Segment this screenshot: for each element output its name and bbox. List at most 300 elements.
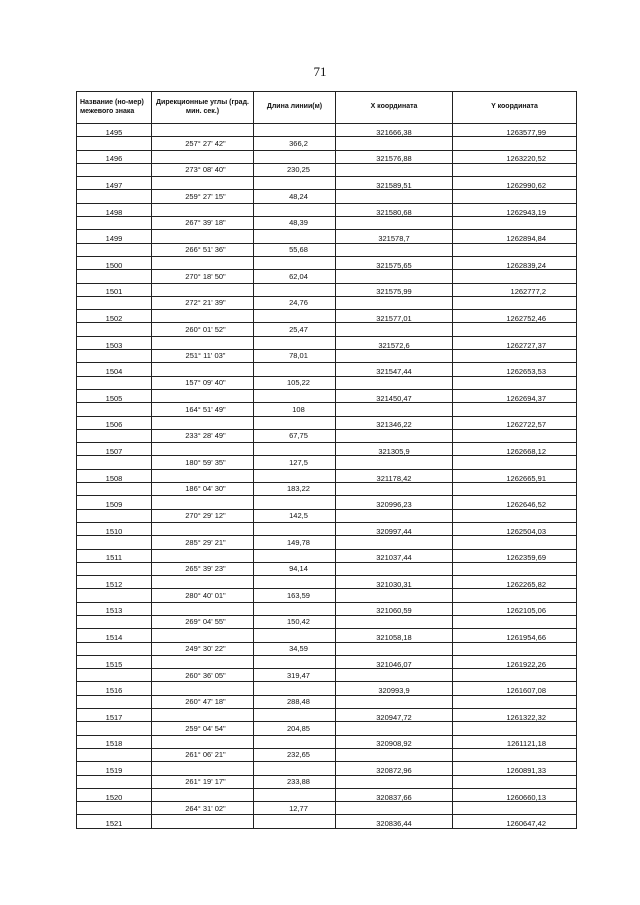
y-coordinate: 1262777,2 xyxy=(453,283,577,296)
direction-angle: 257° 27' 42" xyxy=(152,137,254,150)
empty-cell xyxy=(453,802,577,815)
segment-row xyxy=(77,775,577,788)
empty-cell xyxy=(152,549,254,562)
point-row xyxy=(77,629,577,642)
empty-cell xyxy=(336,323,453,336)
direction-angle: 157° 09' 40" xyxy=(152,376,254,389)
x-coordinate: 321666,38 xyxy=(336,124,453,137)
y-coordinate: 1260660,13 xyxy=(453,788,577,801)
point-row xyxy=(77,124,577,137)
empty-cell xyxy=(336,695,453,708)
point-row xyxy=(77,549,577,562)
segment-row xyxy=(77,429,577,442)
segment-row xyxy=(77,748,577,761)
direction-angle: 260° 01' 52" xyxy=(152,323,254,336)
point-name: 1500 xyxy=(77,256,152,269)
segment-row xyxy=(77,722,577,735)
point-name: 1519 xyxy=(77,762,152,775)
segment-row xyxy=(77,296,577,309)
empty-cell xyxy=(254,150,336,163)
empty-cell xyxy=(336,562,453,575)
header-y: Y координата xyxy=(453,92,577,124)
point-name: 1517 xyxy=(77,709,152,722)
empty-cell xyxy=(77,775,152,788)
empty-cell xyxy=(254,416,336,429)
point-row xyxy=(77,443,577,456)
direction-angle: 267° 39' 18" xyxy=(152,217,254,230)
empty-cell xyxy=(254,576,336,589)
point-name: 1502 xyxy=(77,310,152,323)
x-coordinate: 320947,72 xyxy=(336,709,453,722)
x-coordinate: 321346,22 xyxy=(336,416,453,429)
empty-cell xyxy=(453,323,577,336)
point-row xyxy=(77,283,577,296)
empty-cell xyxy=(453,615,577,628)
empty-cell xyxy=(453,695,577,708)
direction-angle: 266° 51' 36" xyxy=(152,243,254,256)
empty-cell xyxy=(254,389,336,402)
segment-row xyxy=(77,217,577,230)
line-length: 48,24 xyxy=(254,190,336,203)
y-coordinate: 1262943,19 xyxy=(453,203,577,216)
point-name: 1506 xyxy=(77,416,152,429)
y-coordinate: 1263577,99 xyxy=(453,124,577,137)
empty-cell xyxy=(453,589,577,602)
x-coordinate: 321178,42 xyxy=(336,469,453,482)
empty-cell xyxy=(77,748,152,761)
empty-cell xyxy=(336,483,453,496)
y-coordinate: 1261954,66 xyxy=(453,629,577,642)
empty-cell xyxy=(254,629,336,642)
header-name: Название (но-мер) межевого знака xyxy=(77,92,152,124)
point-row xyxy=(77,762,577,775)
direction-angle: 251° 11' 03" xyxy=(152,350,254,363)
empty-cell xyxy=(152,230,254,243)
y-coordinate: 1262265,82 xyxy=(453,576,577,589)
line-length: 25,47 xyxy=(254,323,336,336)
empty-cell xyxy=(152,283,254,296)
empty-cell xyxy=(77,190,152,203)
line-length: 108 xyxy=(254,403,336,416)
empty-cell xyxy=(152,124,254,137)
empty-cell xyxy=(254,256,336,269)
empty-cell xyxy=(152,336,254,349)
line-length: 67,75 xyxy=(254,429,336,442)
empty-cell xyxy=(254,124,336,137)
empty-cell xyxy=(152,576,254,589)
empty-cell xyxy=(152,762,254,775)
empty-cell xyxy=(254,443,336,456)
y-coordinate: 1260891,33 xyxy=(453,762,577,775)
segment-row xyxy=(77,562,577,575)
y-coordinate: 1262105,06 xyxy=(453,602,577,615)
empty-cell xyxy=(336,376,453,389)
empty-cell xyxy=(254,203,336,216)
direction-angle: 261° 06' 21" xyxy=(152,748,254,761)
line-length: 233,88 xyxy=(254,775,336,788)
empty-cell xyxy=(77,695,152,708)
y-coordinate: 1262653,53 xyxy=(453,363,577,376)
point-row xyxy=(77,363,577,376)
line-length: 142,5 xyxy=(254,509,336,522)
segment-row xyxy=(77,350,577,363)
y-coordinate: 1262668,12 xyxy=(453,443,577,456)
empty-cell xyxy=(77,296,152,309)
x-coordinate: 321589,51 xyxy=(336,177,453,190)
line-length: 150,42 xyxy=(254,615,336,628)
empty-cell xyxy=(77,350,152,363)
x-coordinate: 321578,7 xyxy=(336,230,453,243)
segment-row xyxy=(77,403,577,416)
empty-cell xyxy=(254,230,336,243)
point-name: 1512 xyxy=(77,576,152,589)
point-name: 1505 xyxy=(77,389,152,402)
empty-cell xyxy=(254,682,336,695)
empty-cell xyxy=(336,137,453,150)
empty-cell xyxy=(77,562,152,575)
header-length: Длина линии(м) xyxy=(254,92,336,124)
empty-cell xyxy=(77,163,152,176)
point-row xyxy=(77,256,577,269)
empty-cell xyxy=(254,363,336,376)
empty-cell xyxy=(152,496,254,509)
point-name: 1507 xyxy=(77,443,152,456)
point-row xyxy=(77,735,577,748)
point-name: 1508 xyxy=(77,469,152,482)
header-x: X координата xyxy=(336,92,453,124)
empty-cell xyxy=(453,376,577,389)
segment-row xyxy=(77,243,577,256)
empty-cell xyxy=(336,163,453,176)
empty-cell xyxy=(336,589,453,602)
empty-cell xyxy=(336,615,453,628)
line-length: 149,78 xyxy=(254,536,336,549)
empty-cell xyxy=(254,549,336,562)
x-coordinate: 320836,44 xyxy=(336,815,453,828)
empty-cell xyxy=(254,762,336,775)
empty-cell xyxy=(77,270,152,283)
point-row xyxy=(77,336,577,349)
empty-cell xyxy=(336,509,453,522)
point-row xyxy=(77,230,577,243)
empty-cell xyxy=(77,669,152,682)
point-name: 1521 xyxy=(77,815,152,828)
empty-cell xyxy=(336,456,453,469)
y-coordinate: 1262727,37 xyxy=(453,336,577,349)
point-name: 1513 xyxy=(77,602,152,615)
x-coordinate: 321580,68 xyxy=(336,203,453,216)
point-row xyxy=(77,416,577,429)
empty-cell xyxy=(453,270,577,283)
empty-cell xyxy=(77,376,152,389)
empty-cell xyxy=(336,748,453,761)
segment-row xyxy=(77,323,577,336)
empty-cell xyxy=(336,642,453,655)
y-coordinate: 1261922,26 xyxy=(453,655,577,668)
empty-cell xyxy=(336,802,453,815)
point-row xyxy=(77,655,577,668)
point-row xyxy=(77,602,577,615)
y-coordinate: 1262839,24 xyxy=(453,256,577,269)
point-row xyxy=(77,682,577,695)
direction-angle: 260° 36' 05" xyxy=(152,669,254,682)
empty-cell xyxy=(453,509,577,522)
direction-angle: 270° 29' 12" xyxy=(152,509,254,522)
segment-row xyxy=(77,642,577,655)
header-angles: Дирекционные углы (град. мин. сек.) xyxy=(152,92,254,124)
empty-cell xyxy=(77,536,152,549)
x-coordinate: 321037,44 xyxy=(336,549,453,562)
empty-cell xyxy=(77,456,152,469)
x-coordinate: 320997,44 xyxy=(336,522,453,535)
empty-cell xyxy=(152,150,254,163)
x-coordinate: 320996,23 xyxy=(336,496,453,509)
direction-angle: 269° 04' 55" xyxy=(152,615,254,628)
y-coordinate: 1263220,52 xyxy=(453,150,577,163)
empty-cell xyxy=(254,177,336,190)
empty-cell xyxy=(152,416,254,429)
point-name: 1514 xyxy=(77,629,152,642)
segment-row xyxy=(77,615,577,628)
y-coordinate: 1262694,37 xyxy=(453,389,577,402)
point-name: 1497 xyxy=(77,177,152,190)
segment-row xyxy=(77,137,577,150)
empty-cell xyxy=(453,669,577,682)
empty-cell xyxy=(77,323,152,336)
x-coordinate: 321030,31 xyxy=(336,576,453,589)
point-row xyxy=(77,203,577,216)
direction-angle: 259° 04' 54" xyxy=(152,722,254,735)
empty-cell xyxy=(254,336,336,349)
segment-row xyxy=(77,376,577,389)
point-name: 1498 xyxy=(77,203,152,216)
segment-row xyxy=(77,190,577,203)
empty-cell xyxy=(453,137,577,150)
y-coordinate: 1261121,18 xyxy=(453,735,577,748)
empty-cell xyxy=(152,363,254,376)
empty-cell xyxy=(77,217,152,230)
line-length: 183,22 xyxy=(254,483,336,496)
x-coordinate: 321575,99 xyxy=(336,283,453,296)
direction-angle: 164° 51' 49" xyxy=(152,403,254,416)
segment-row xyxy=(77,802,577,815)
x-coordinate: 321060,59 xyxy=(336,602,453,615)
point-name: 1509 xyxy=(77,496,152,509)
x-coordinate: 321572,6 xyxy=(336,336,453,349)
empty-cell xyxy=(336,403,453,416)
empty-cell xyxy=(254,815,336,828)
empty-cell xyxy=(453,190,577,203)
y-coordinate: 1262752,46 xyxy=(453,310,577,323)
line-length: 204,85 xyxy=(254,722,336,735)
point-row xyxy=(77,576,577,589)
direction-angle: 272° 21' 39" xyxy=(152,296,254,309)
empty-cell xyxy=(453,722,577,735)
line-length: 163,59 xyxy=(254,589,336,602)
empty-cell xyxy=(336,217,453,230)
page-number: 71 xyxy=(313,64,327,79)
x-coordinate: 321058,18 xyxy=(336,629,453,642)
point-row xyxy=(77,310,577,323)
empty-cell xyxy=(77,137,152,150)
empty-cell xyxy=(152,815,254,828)
line-length: 232,65 xyxy=(254,748,336,761)
boundary-coordinates-table xyxy=(76,91,577,829)
y-coordinate: 1262504,03 xyxy=(453,522,577,535)
direction-angle: 249° 30' 22" xyxy=(152,642,254,655)
direction-angle: 259° 27' 15" xyxy=(152,190,254,203)
empty-cell xyxy=(336,190,453,203)
line-length: 319,47 xyxy=(254,669,336,682)
y-coordinate: 1261322,32 xyxy=(453,709,577,722)
segment-row xyxy=(77,589,577,602)
point-row xyxy=(77,815,577,828)
point-name: 1501 xyxy=(77,283,152,296)
y-coordinate: 1261607,08 xyxy=(453,682,577,695)
point-row xyxy=(77,150,577,163)
line-length: 78,01 xyxy=(254,350,336,363)
table-header-row xyxy=(77,92,577,124)
empty-cell xyxy=(77,403,152,416)
direction-angle: 265° 39' 23" xyxy=(152,562,254,575)
y-coordinate: 1262990,62 xyxy=(453,177,577,190)
segment-row xyxy=(77,536,577,549)
point-name: 1503 xyxy=(77,336,152,349)
empty-cell xyxy=(453,163,577,176)
empty-cell xyxy=(77,483,152,496)
empty-cell xyxy=(152,310,254,323)
empty-cell xyxy=(152,177,254,190)
segment-row xyxy=(77,270,577,283)
point-name: 1511 xyxy=(77,549,152,562)
empty-cell xyxy=(453,296,577,309)
point-row xyxy=(77,177,577,190)
direction-angle: 285° 29' 21" xyxy=(152,536,254,549)
empty-cell xyxy=(453,748,577,761)
empty-cell xyxy=(152,655,254,668)
empty-cell xyxy=(152,522,254,535)
empty-cell xyxy=(254,310,336,323)
x-coordinate: 320908,92 xyxy=(336,735,453,748)
empty-cell xyxy=(152,788,254,801)
line-length: 62,04 xyxy=(254,270,336,283)
point-row xyxy=(77,496,577,509)
empty-cell xyxy=(453,429,577,442)
empty-cell xyxy=(152,682,254,695)
empty-cell xyxy=(453,536,577,549)
empty-cell xyxy=(254,655,336,668)
line-length: 24,76 xyxy=(254,296,336,309)
line-length: 48,39 xyxy=(254,217,336,230)
line-length: 230,25 xyxy=(254,163,336,176)
empty-cell xyxy=(453,483,577,496)
segment-row xyxy=(77,669,577,682)
x-coordinate: 321576,88 xyxy=(336,150,453,163)
empty-cell xyxy=(254,788,336,801)
line-length: 55,68 xyxy=(254,243,336,256)
empty-cell xyxy=(254,469,336,482)
empty-cell xyxy=(77,615,152,628)
x-coordinate: 321547,44 xyxy=(336,363,453,376)
point-row xyxy=(77,709,577,722)
empty-cell xyxy=(336,722,453,735)
point-name: 1510 xyxy=(77,522,152,535)
empty-cell xyxy=(336,243,453,256)
segment-row xyxy=(77,456,577,469)
empty-cell xyxy=(77,429,152,442)
x-coordinate: 320872,96 xyxy=(336,762,453,775)
empty-cell xyxy=(453,562,577,575)
empty-cell xyxy=(336,270,453,283)
line-length: 105,22 xyxy=(254,376,336,389)
empty-cell xyxy=(453,456,577,469)
point-row xyxy=(77,389,577,402)
y-coordinate: 1262665,91 xyxy=(453,469,577,482)
line-length: 94,14 xyxy=(254,562,336,575)
empty-cell xyxy=(152,735,254,748)
point-name: 1520 xyxy=(77,788,152,801)
empty-cell xyxy=(77,243,152,256)
empty-cell xyxy=(152,443,254,456)
empty-cell xyxy=(453,350,577,363)
direction-angle: 280° 40' 01" xyxy=(152,589,254,602)
point-row xyxy=(77,788,577,801)
empty-cell xyxy=(254,496,336,509)
point-name: 1496 xyxy=(77,150,152,163)
segment-row xyxy=(77,695,577,708)
line-length: 12,77 xyxy=(254,802,336,815)
empty-cell xyxy=(254,735,336,748)
empty-cell xyxy=(254,522,336,535)
direction-angle: 270° 18' 50" xyxy=(152,270,254,283)
empty-cell xyxy=(336,536,453,549)
direction-angle: 260° 47' 18" xyxy=(152,695,254,708)
point-name: 1518 xyxy=(77,735,152,748)
empty-cell xyxy=(77,589,152,602)
point-name: 1516 xyxy=(77,682,152,695)
point-name: 1504 xyxy=(77,363,152,376)
empty-cell xyxy=(152,256,254,269)
empty-cell xyxy=(152,389,254,402)
direction-angle: 233° 28' 49" xyxy=(152,429,254,442)
x-coordinate: 321450,47 xyxy=(336,389,453,402)
empty-cell xyxy=(152,629,254,642)
x-coordinate: 321046,07 xyxy=(336,655,453,668)
direction-angle: 186° 04' 30" xyxy=(152,483,254,496)
empty-cell xyxy=(336,429,453,442)
direction-angle: 264° 31' 02" xyxy=(152,802,254,815)
empty-cell xyxy=(77,509,152,522)
empty-cell xyxy=(336,775,453,788)
line-length: 366,2 xyxy=(254,137,336,150)
x-coordinate: 320993,9 xyxy=(336,682,453,695)
y-coordinate: 1262894,84 xyxy=(453,230,577,243)
empty-cell xyxy=(453,243,577,256)
point-name: 1499 xyxy=(77,230,152,243)
point-name: 1515 xyxy=(77,655,152,668)
empty-cell xyxy=(254,283,336,296)
y-coordinate: 1260647,42 xyxy=(453,815,577,828)
point-name: 1495 xyxy=(77,124,152,137)
empty-cell xyxy=(152,203,254,216)
line-length: 34,59 xyxy=(254,642,336,655)
empty-cell xyxy=(453,403,577,416)
y-coordinate: 1262359,69 xyxy=(453,549,577,562)
x-coordinate: 321305,9 xyxy=(336,443,453,456)
empty-cell xyxy=(77,722,152,735)
direction-angle: 261° 19' 17" xyxy=(152,775,254,788)
y-coordinate: 1262722,57 xyxy=(453,416,577,429)
